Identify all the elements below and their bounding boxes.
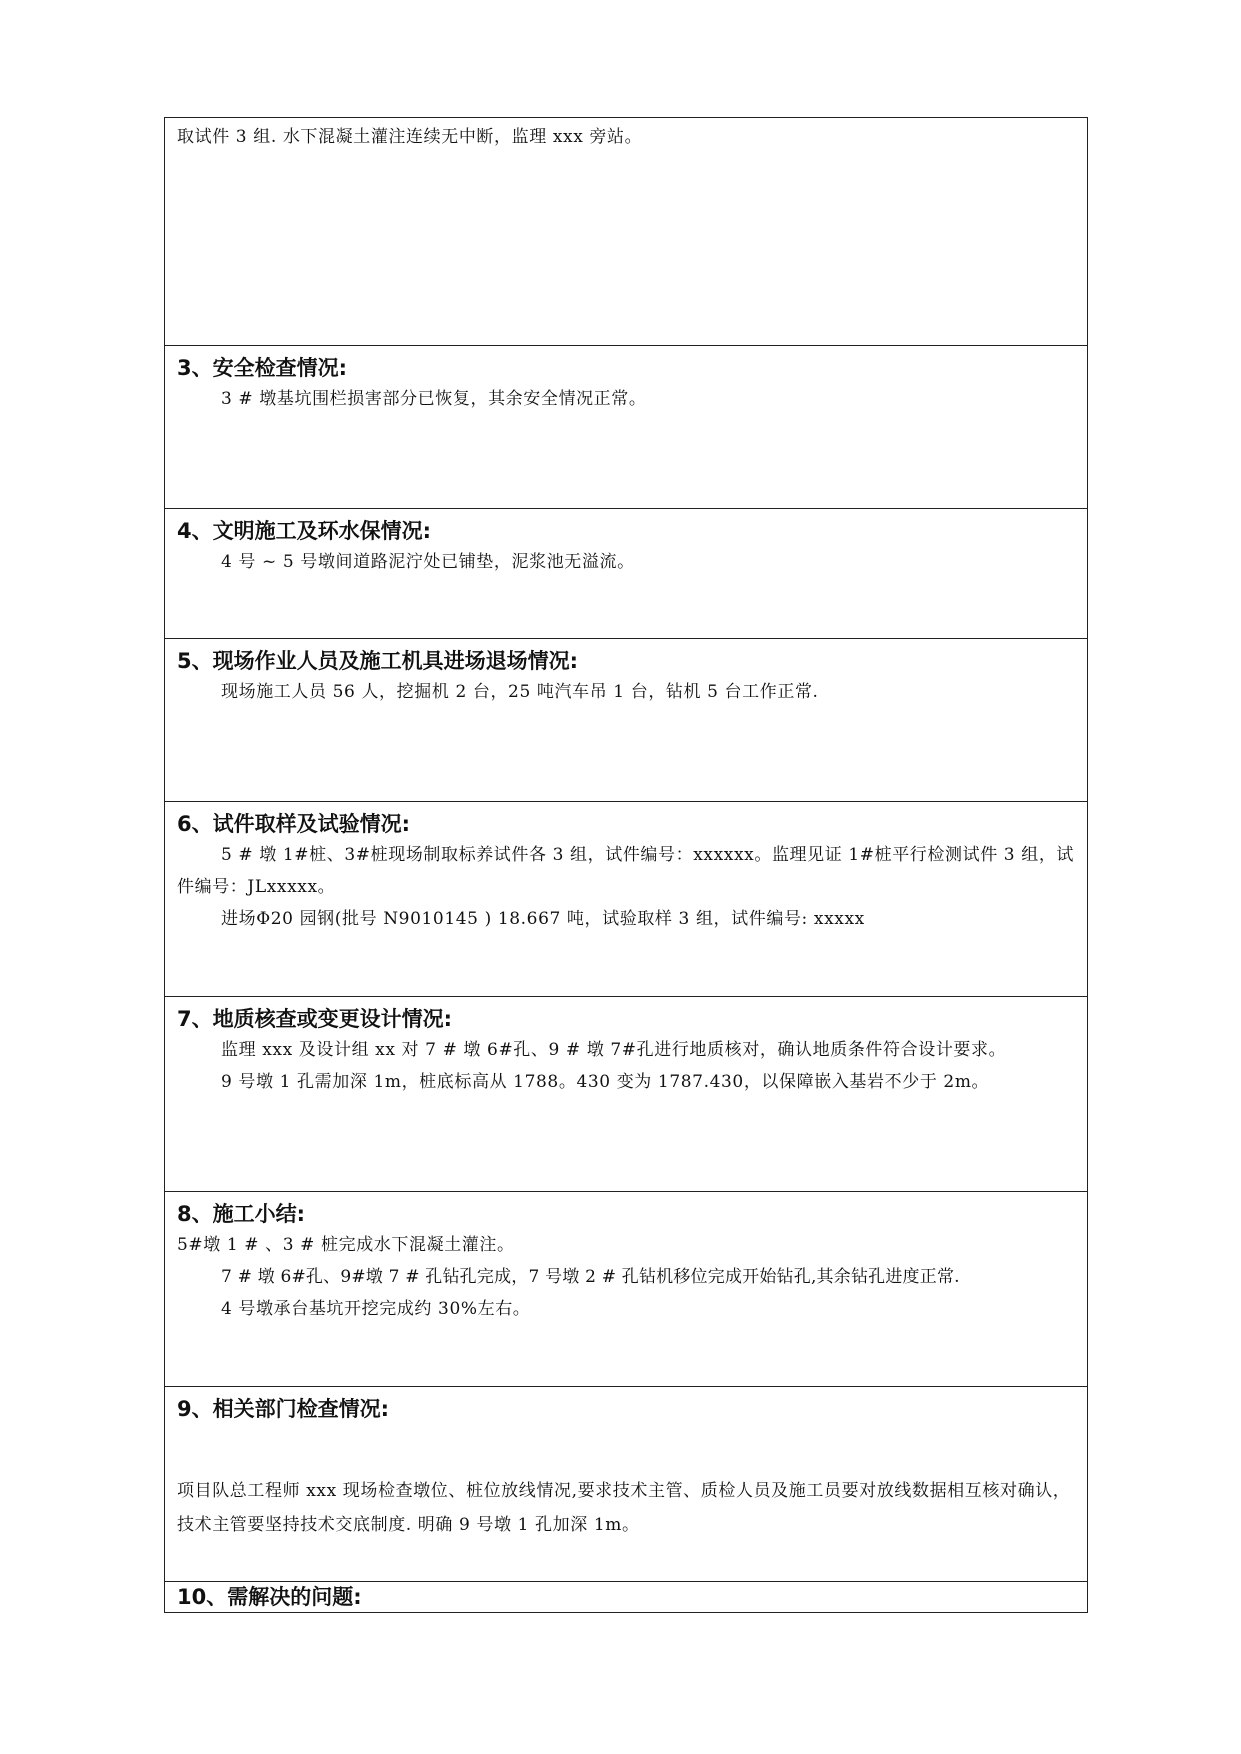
section-civilized-construction bbox=[165, 509, 1087, 639]
section-text: 5#墩 1 # 、3 # 桩完成水下混凝土灌注。 bbox=[177, 1235, 515, 1255]
section-text: 现场施工人员 56 人，挖掘机 2 台，25 吨汽车吊 1 台，钻机 5 台工作正常. bbox=[221, 682, 819, 702]
section-text bbox=[177, 839, 1077, 903]
section-continuation bbox=[165, 118, 1087, 346]
section-text: 4 号 ~ 5 号墩间道路泥泞处已铺垫，泥浆池无溢流。 bbox=[221, 552, 635, 572]
section-text-line: 监理 xxx 及设计组 xx 对 7 # 墩 6#孔、9 # 墩 7#孔进行地质核对，确认地质条件符合设计要求。 bbox=[221, 1040, 1007, 1060]
section-title: 6、试件取样及试验情况: bbox=[177, 812, 411, 836]
section-text: 进场Φ20 园钢(批号 N9010145 ) 18.667 吨，试验取样 3 组，试件编号: xxxxx bbox=[221, 909, 865, 929]
section-title: 3、安全检查情况: bbox=[177, 356, 348, 380]
section-title: 7、地质核查或变更设计情况: bbox=[177, 1007, 453, 1031]
section-title: 4、文明施工及环水保情况: bbox=[177, 519, 432, 543]
continuation-text: 取试件 3 组. 水下混凝土灌注连续无中断，监理 xxx 旁站。 bbox=[177, 127, 643, 147]
section-title: 9、相关部门检查情况: bbox=[177, 1397, 390, 1421]
section-text-line: 5 # 墩 1#桩、3#桩现场制取标养试件各 3 组，试件编号：xxxxxx。监理见证 1#桩平行检测试件 3 组，试件编号：JLxxxxx。 bbox=[177, 845, 1075, 897]
section-text: 3 # 墩基坑围栏损害部分已恢复，其余安全情况正常。 bbox=[221, 389, 647, 409]
section-construction-summary bbox=[165, 1192, 1087, 1387]
section-title: 5、现场作业人员及施工机具进场退场情况: bbox=[177, 649, 579, 673]
section-text bbox=[177, 1034, 1077, 1066]
section-text: 9 号墩 1 孔需加深 1m，桩底标高从 1788。430 变为 1787.430，以保障嵌入基岩不少于 2m。 bbox=[221, 1072, 990, 1092]
section-text: 项目队总工程师 xxx 现场检查墩位、桩位放线情况,要求技术主管、质检人员及施工员要对放线数据相互核对确认，技术主管要坚持技术交底制度. 明确 9 号墩 1 孔加深 1m。 bbox=[177, 1481, 1071, 1535]
section-title: 10、需解决的问题: bbox=[177, 1585, 362, 1609]
section-personnel-machinery bbox=[165, 639, 1087, 802]
section-text: 4 号墩承台基坑开挖完成约 30%左右。 bbox=[221, 1299, 531, 1319]
section-sampling-testing bbox=[165, 802, 1087, 997]
section-title: 8、施工小结: bbox=[177, 1202, 306, 1226]
section-issues-to-resolve bbox=[165, 1582, 1087, 1614]
section-text: 7 # 墩 6#孔、9#墩 7 # 孔钻孔完成，7 号墩 2 # 孔钻机移位完成开始钻孔,其余钻孔进度正常. bbox=[221, 1267, 960, 1287]
section-geology-design-change bbox=[165, 997, 1087, 1192]
section-department-inspection bbox=[165, 1387, 1087, 1582]
section-safety-inspection bbox=[165, 346, 1087, 509]
report-table bbox=[164, 117, 1088, 1613]
